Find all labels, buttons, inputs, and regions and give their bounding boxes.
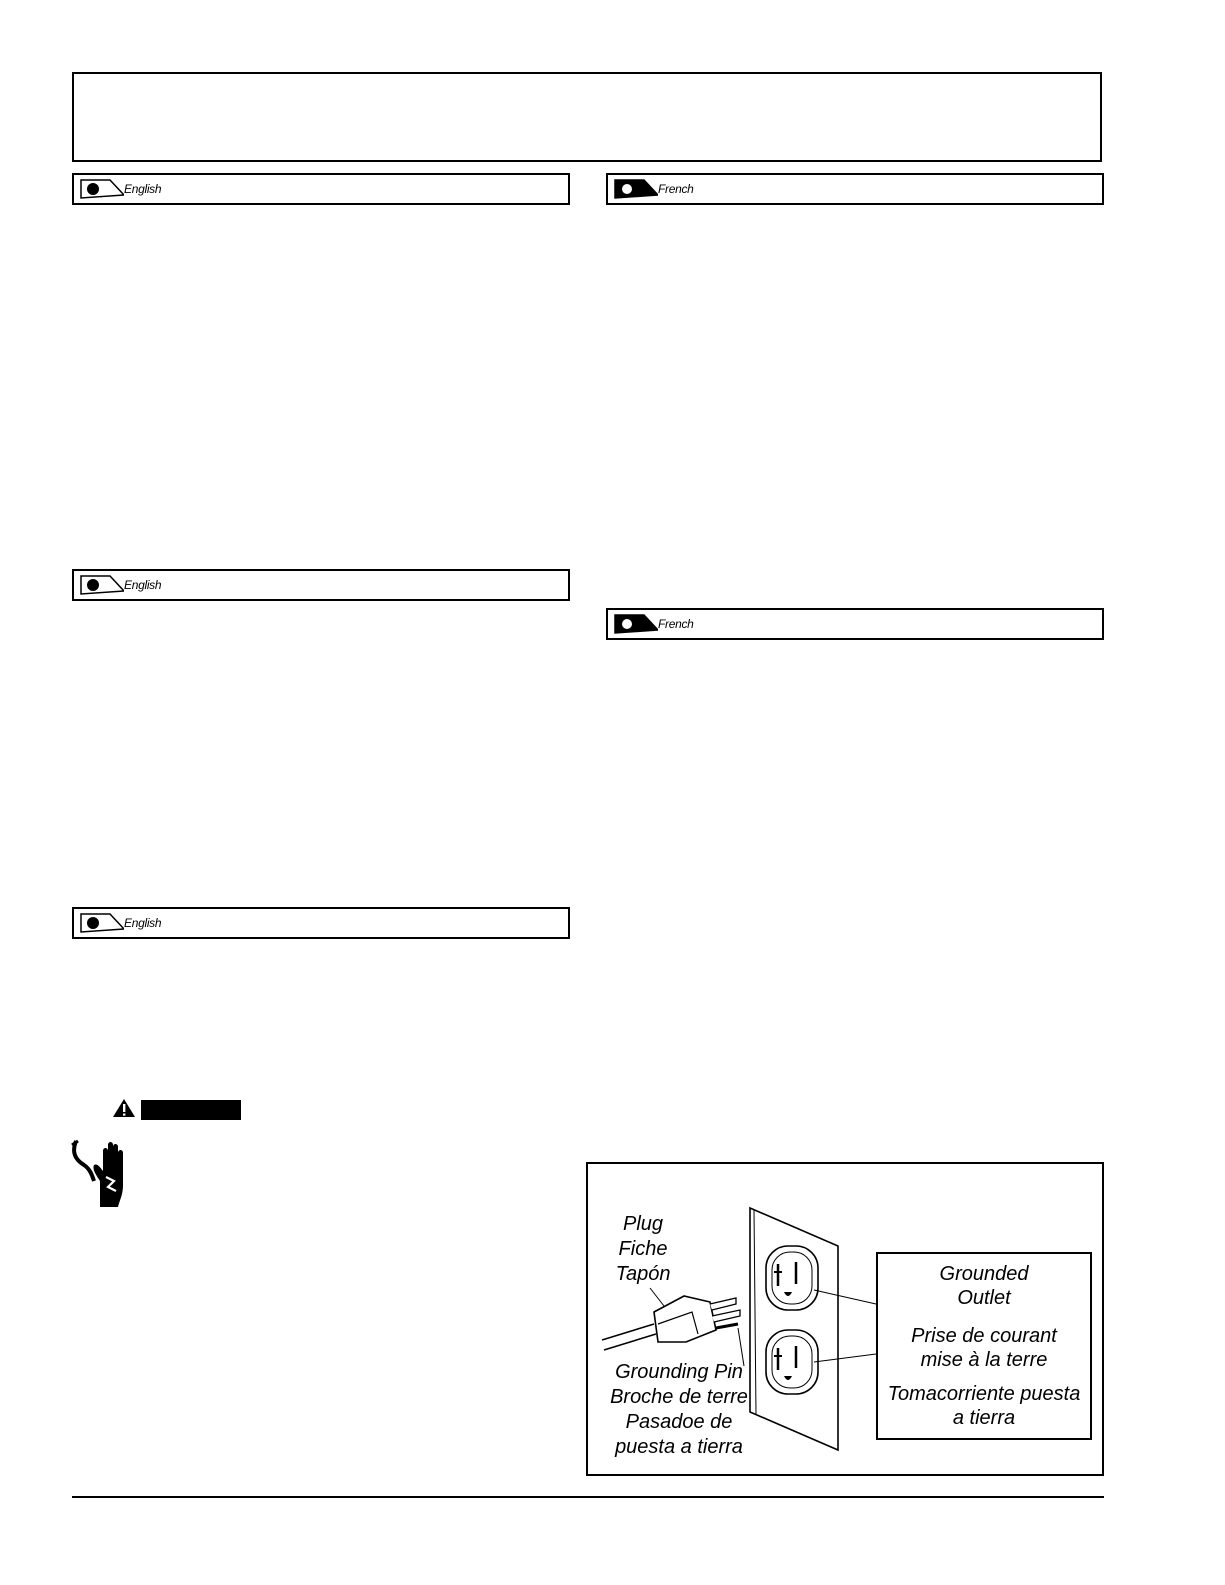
pin-label-es-2: puesta a tierra	[615, 1436, 743, 1458]
outlet-fr-line-1: Prise de courant	[911, 1325, 1057, 1347]
section-header-french-1	[606, 173, 1104, 205]
section-label: French	[658, 182, 694, 196]
outlet-fr-line-2: mise à la terre	[920, 1349, 1048, 1371]
pin-label-es-1: Pasadoe de	[625, 1411, 733, 1433]
outlet-es-line-1: Tomacorriente puesta	[887, 1383, 1081, 1405]
section-label: English	[124, 916, 162, 930]
outlet-es-line-2: a tierra	[952, 1407, 1016, 1429]
section-header-english-3	[72, 907, 570, 939]
outlet-label-en	[878, 1262, 1090, 1310]
plug-label-en: Plug	[622, 1213, 664, 1235]
pin-label-en: Grounding Pin	[615, 1361, 743, 1383]
language-tag-icon	[80, 179, 124, 199]
warning-label-box	[141, 1100, 241, 1120]
pin-label-fr: Broche de terre	[610, 1386, 748, 1408]
warning-signal	[112, 1100, 241, 1120]
language-tag-icon	[614, 179, 658, 199]
section-label: English	[124, 578, 162, 592]
plug-label-fr: Fiche	[618, 1238, 668, 1260]
title-box	[72, 72, 1102, 162]
language-tag-icon	[614, 614, 658, 634]
section-label: French	[658, 617, 694, 631]
outlet-en-line-1: Grounded	[939, 1263, 1029, 1285]
grounding-pin-label	[594, 1360, 764, 1460]
warning-triangle-icon	[112, 1098, 136, 1123]
grounding-figure	[586, 1162, 1104, 1476]
section-header-english-2	[72, 569, 570, 601]
language-tag-icon	[80, 575, 124, 595]
plug-label-es: Tapón	[615, 1263, 671, 1285]
electric-shock-hand-icon	[70, 1137, 132, 1209]
section-header-french-2	[606, 608, 1104, 640]
section-label: English	[124, 182, 162, 196]
footer-rule	[72, 1496, 1104, 1498]
section-header-english-1	[72, 173, 570, 205]
outlet-en-line-2: Outlet	[957, 1287, 1011, 1309]
outlet-label-box	[876, 1252, 1092, 1440]
language-tag-icon	[80, 913, 124, 933]
outlet-label-fr	[878, 1324, 1090, 1372]
outlet-label-es	[878, 1382, 1090, 1430]
plug-label	[598, 1212, 688, 1287]
